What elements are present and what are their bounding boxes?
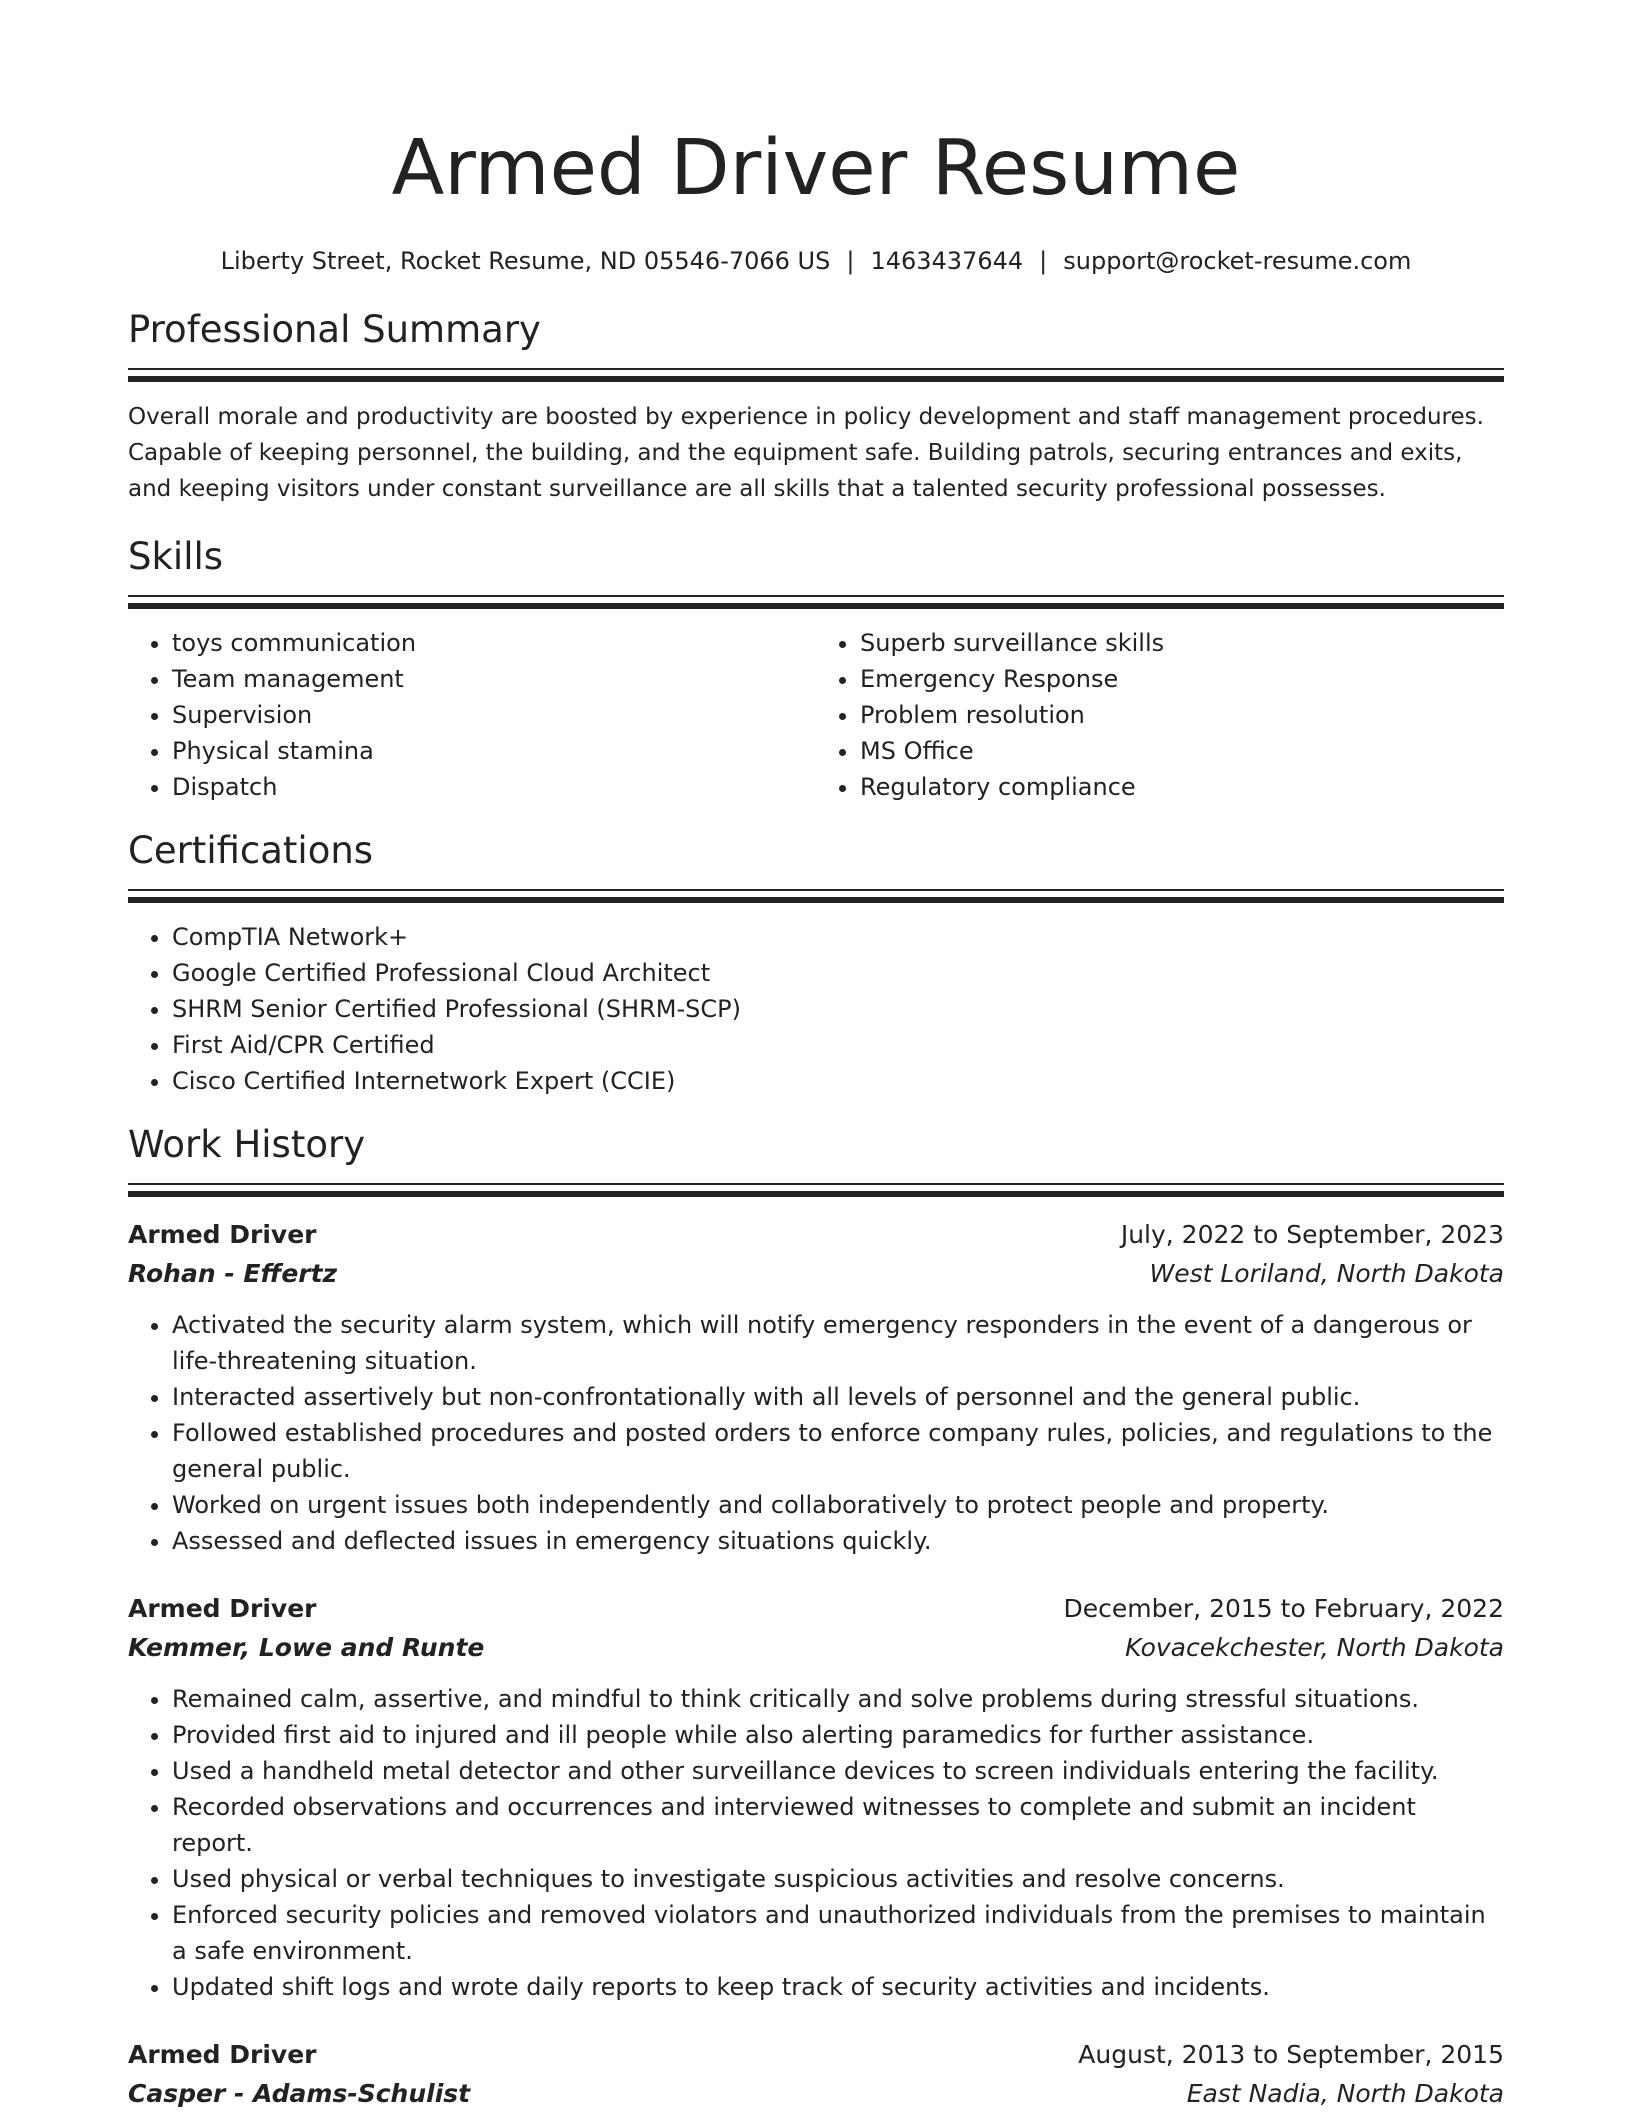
contact-line xyxy=(128,244,1504,278)
job-duty: • Used a handheld metal detector and other surveillance devices to screen individuals entering the facility. xyxy=(172,1753,1504,1789)
certification-item: • First Aid/CPR Certified xyxy=(172,1027,1504,1063)
job-duty: • Used physical or verbal techniques to investigate suspicious activities and resolve concerns. xyxy=(172,1861,1504,1897)
resume-title: Armed Driver Resume xyxy=(391,124,1241,213)
job-duty: • Worked on urgent issues both independently and collaboratively to protect people and property. xyxy=(172,1487,1504,1523)
job-company: Kemmer, Lowe and Runte xyxy=(128,1633,485,1662)
skills-list-right xyxy=(816,625,1504,805)
job-header xyxy=(128,2035,1504,2074)
certification-item: • CompTIA Network+ xyxy=(172,919,1504,955)
job-title: Armed Driver xyxy=(128,2040,317,2069)
job-title: Armed Driver xyxy=(128,1220,317,1249)
job-duty: • Interacted assertively but non-confrontationally with all levels of personnel and the general public. xyxy=(172,1379,1504,1415)
skill-item: • Team management xyxy=(172,661,816,697)
skill-item: • Problem resolution xyxy=(860,697,1504,733)
skill-item: • Superb surveillance skills xyxy=(860,625,1504,661)
job-company: Casper - Adams-Schulist xyxy=(128,2079,471,2108)
job-duties xyxy=(128,1681,1504,2005)
job-entry xyxy=(128,1215,1504,1559)
job-duty: • Recorded observations and occurrences and interviewed witnesses to complete and submit an incident report. xyxy=(172,1789,1504,1861)
job-location: Kovacekchester, North Dakota xyxy=(1125,1633,1504,1662)
job-duty: • Provided first aid to injured and ill people while also alerting paramedics for further assistance. xyxy=(172,1717,1504,1753)
job-company: Rohan - Effertz xyxy=(128,1259,338,1288)
section-divider xyxy=(128,595,1504,609)
certification-item: • SHRM Senior Certified Professional (SHRM-SCP) xyxy=(172,991,1504,1027)
job-duties xyxy=(128,1307,1504,1559)
contact-separator: | xyxy=(846,247,855,275)
work-history-section xyxy=(128,1121,1504,2113)
contact-phone: 1463437644 xyxy=(870,247,1024,275)
certification-item: • Google Certified Professional Cloud Architect xyxy=(172,955,1504,991)
job-duty: • Enforced security policies and removed violators and unauthorized individuals from the premises to maintain a safe environment. xyxy=(172,1897,1504,1969)
job-dates: December, 2015 to February, 2022 xyxy=(1063,1594,1504,1623)
job-duty: • Activated the security alarm system, which will notify emergency responders in the event of a dangerous or life-threatening situation. xyxy=(172,1307,1504,1379)
certifications-section xyxy=(128,827,1504,1099)
certification-item: • Cisco Certified Internetwork Expert (CCIE) xyxy=(172,1063,1504,1099)
job-duty: • Assessed and deflected issues in emergency situations quickly. xyxy=(172,1523,1504,1559)
job-dates: August, 2013 to September, 2015 xyxy=(1078,2040,1504,2069)
certifications-list xyxy=(128,919,1504,1099)
skills-heading: Skills xyxy=(128,535,224,578)
skill-item: • toys communication xyxy=(172,625,816,661)
summary-text: Overall morale and productivity are boosted by experience in policy development and staff management procedures. Capable of keeping personnel, the building, and the equipment safe. Building patrols, securing entrances and exits, and keeping visitors under constant surveillance are all skills that a talented security professional possesses. xyxy=(128,404,1484,502)
section-divider xyxy=(128,368,1504,382)
skills-list-left xyxy=(128,625,816,805)
job-dates: July, 2022 to September, 2023 xyxy=(1120,1220,1504,1249)
contact-email: support@rocket-resume.com xyxy=(1063,247,1412,275)
skills-columns xyxy=(128,625,1504,805)
job-header xyxy=(128,1215,1504,1254)
job-duty: • Remained calm, assertive, and mindful to think critically and solve problems during stressful situations. xyxy=(172,1681,1504,1717)
job-subheader xyxy=(128,1628,1504,1667)
job-header xyxy=(128,1589,1504,1628)
section-divider xyxy=(128,1183,1504,1197)
contact-address: Liberty Street, Rocket Resume, ND 05546-7066 US xyxy=(220,247,831,275)
skill-item: • Physical stamina xyxy=(172,733,816,769)
skill-item: • Dispatch xyxy=(172,769,816,805)
skill-item: • Regulatory compliance xyxy=(860,769,1504,805)
job-subheader xyxy=(128,2074,1504,2113)
job-subheader xyxy=(128,1254,1504,1293)
job-duty: • Updated shift logs and wrote daily reports to keep track of security activities and incidents. xyxy=(172,1969,1504,2005)
job-entry xyxy=(128,2035,1504,2113)
contact-separator: | xyxy=(1039,247,1048,275)
work-history-heading: Work History xyxy=(128,1123,366,1166)
summary-heading: Professional Summary xyxy=(128,308,541,351)
section-divider xyxy=(128,889,1504,903)
job-title: Armed Driver xyxy=(128,1594,317,1623)
job-entry xyxy=(128,1589,1504,2005)
job-location: West Loriland, North Dakota xyxy=(1149,1259,1504,1288)
skills-section xyxy=(128,533,1504,805)
skill-item: • Supervision xyxy=(172,697,816,733)
job-location: East Nadia, North Dakota xyxy=(1186,2079,1504,2108)
certifications-heading: Certifications xyxy=(128,829,374,872)
skill-item: • MS Office xyxy=(860,733,1504,769)
summary-section xyxy=(128,306,1504,507)
job-duty: • Followed established procedures and posted orders to enforce company rules, policies, and regulations to the general public. xyxy=(172,1415,1504,1487)
skill-item: • Emergency Response xyxy=(860,661,1504,697)
